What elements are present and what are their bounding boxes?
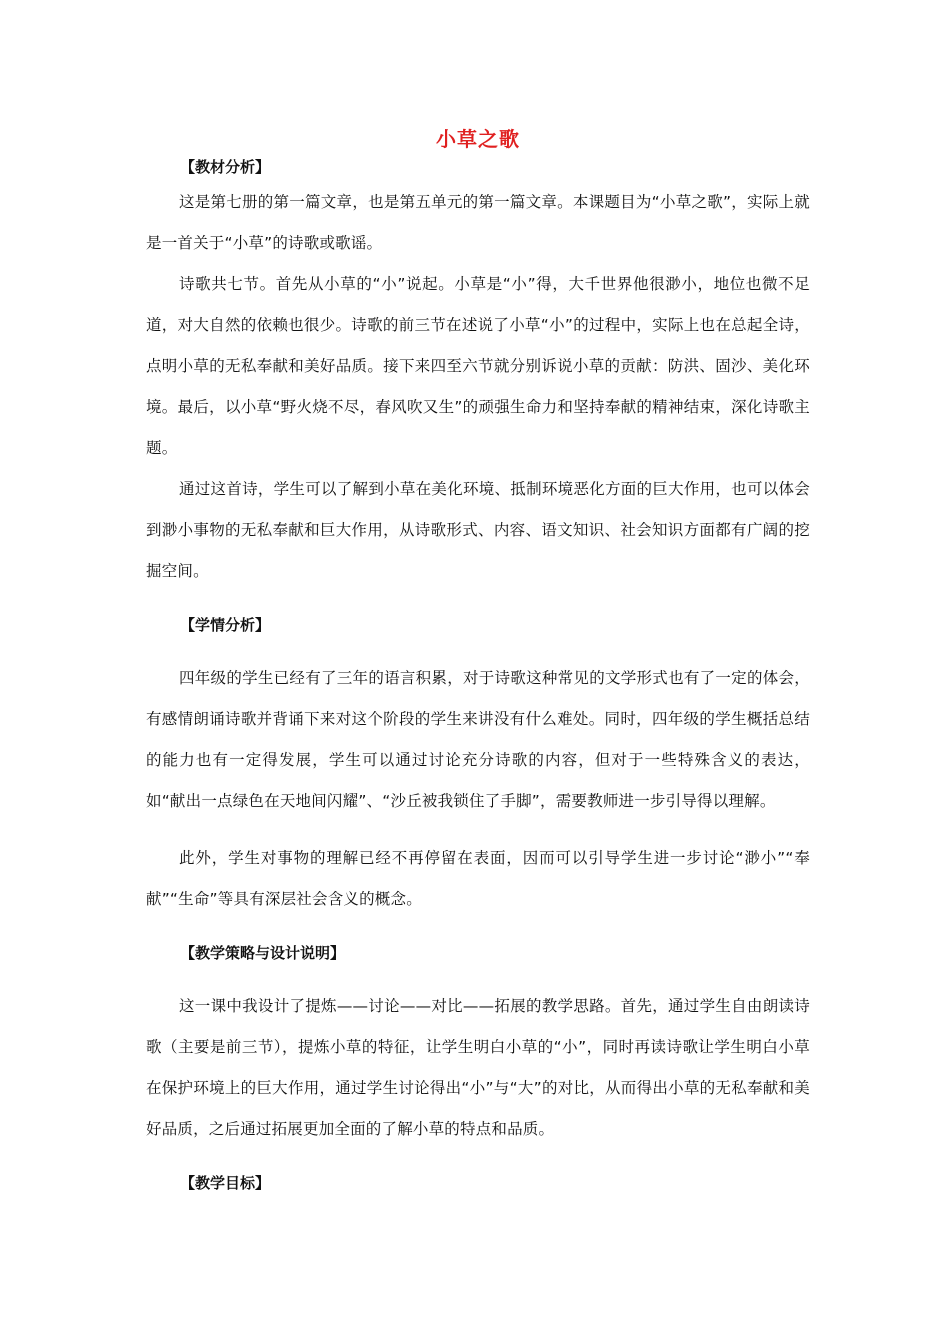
section-teaching-objectives <box>146 1170 810 1196</box>
section-heading: 【教学策略与设计说明】 <box>180 944 346 962</box>
document-body <box>146 124 810 1196</box>
section-teaching-strategy <box>146 940 810 1150</box>
document-title: 小草之歌 <box>436 127 520 151</box>
section-textbook-analysis <box>146 154 810 592</box>
paragraph: 这一课中我设计了提炼——讨论——对比——拓展的教学思路。首先，通过学生自由朗读诗歌（主要是前三节），提炼小草的特征，让学生明白小草的“小”，同时再读诗歌让学生明白小草在保护环境上的巨大作用，通过学生讨论得出“小”与“大”的对比，从而得出小草的无私奉献和美好品质，之后通过拓展更加全面的了解小草的特点和品质。 <box>146 997 810 1138</box>
section-heading: 【教学目标】 <box>180 1174 271 1192</box>
paragraph: 诗歌共七节。首先从小草的“小”说起。小草是“小”得，大千世界他很渺小，地位也微不足道，对大自然的依赖也很少。诗歌的前三节在述说了小草“小”的过程中，实际上也在总起全诗，点明小草的无私奉献和美好品质。接下来四至六节就分别诉说小草的贡献：防洪、固沙、美化环境。最后，以小草“野火烧不尽，春风吹又生”的顽强生命力和坚持奉献的精神结束，深化诗歌主题。 <box>146 275 810 457</box>
paragraph: 通过这首诗，学生可以了解到小草在美化环境、抵制环境恶化方面的巨大作用，也可以体会到渺小事物的无私奉献和巨大作用，从诗歌形式、内容、语文知识、社会知识方面都有广阔的挖掘空间。 <box>146 480 810 580</box>
section-heading: 【教材分析】 <box>180 158 271 176</box>
paragraph: 四年级的学生已经有了三年的语言积累，对于诗歌这种常见的文学形式也有了一定的体会，有感情朗诵诗歌并背诵下来对这个阶段的学生来讲没有什么难处。同时，四年级的学生概括总结的能力也有一定得发展，学生可以通过讨论充分诗歌的内容，但对于一些特殊含义的表达，如“献出一点绿色在天地间闪耀”、“沙丘被我锁住了手脚”，需要教师进一步引导得以理解。 <box>146 669 810 810</box>
paragraph: 这是第七册的第一篇文章，也是第五单元的第一篇文章。本课题目为“小草之歌”，实际上就是一首关于“小草”的诗歌或歌谣。 <box>146 193 810 252</box>
section-learner-analysis <box>146 612 810 920</box>
section-heading: 【学情分析】 <box>180 616 271 634</box>
paragraph: 此外，学生对事物的理解已经不再停留在表面，因而可以引导学生进一步讨论“渺小”“奉献”“生命”等具有深层社会含义的概念。 <box>146 849 810 908</box>
